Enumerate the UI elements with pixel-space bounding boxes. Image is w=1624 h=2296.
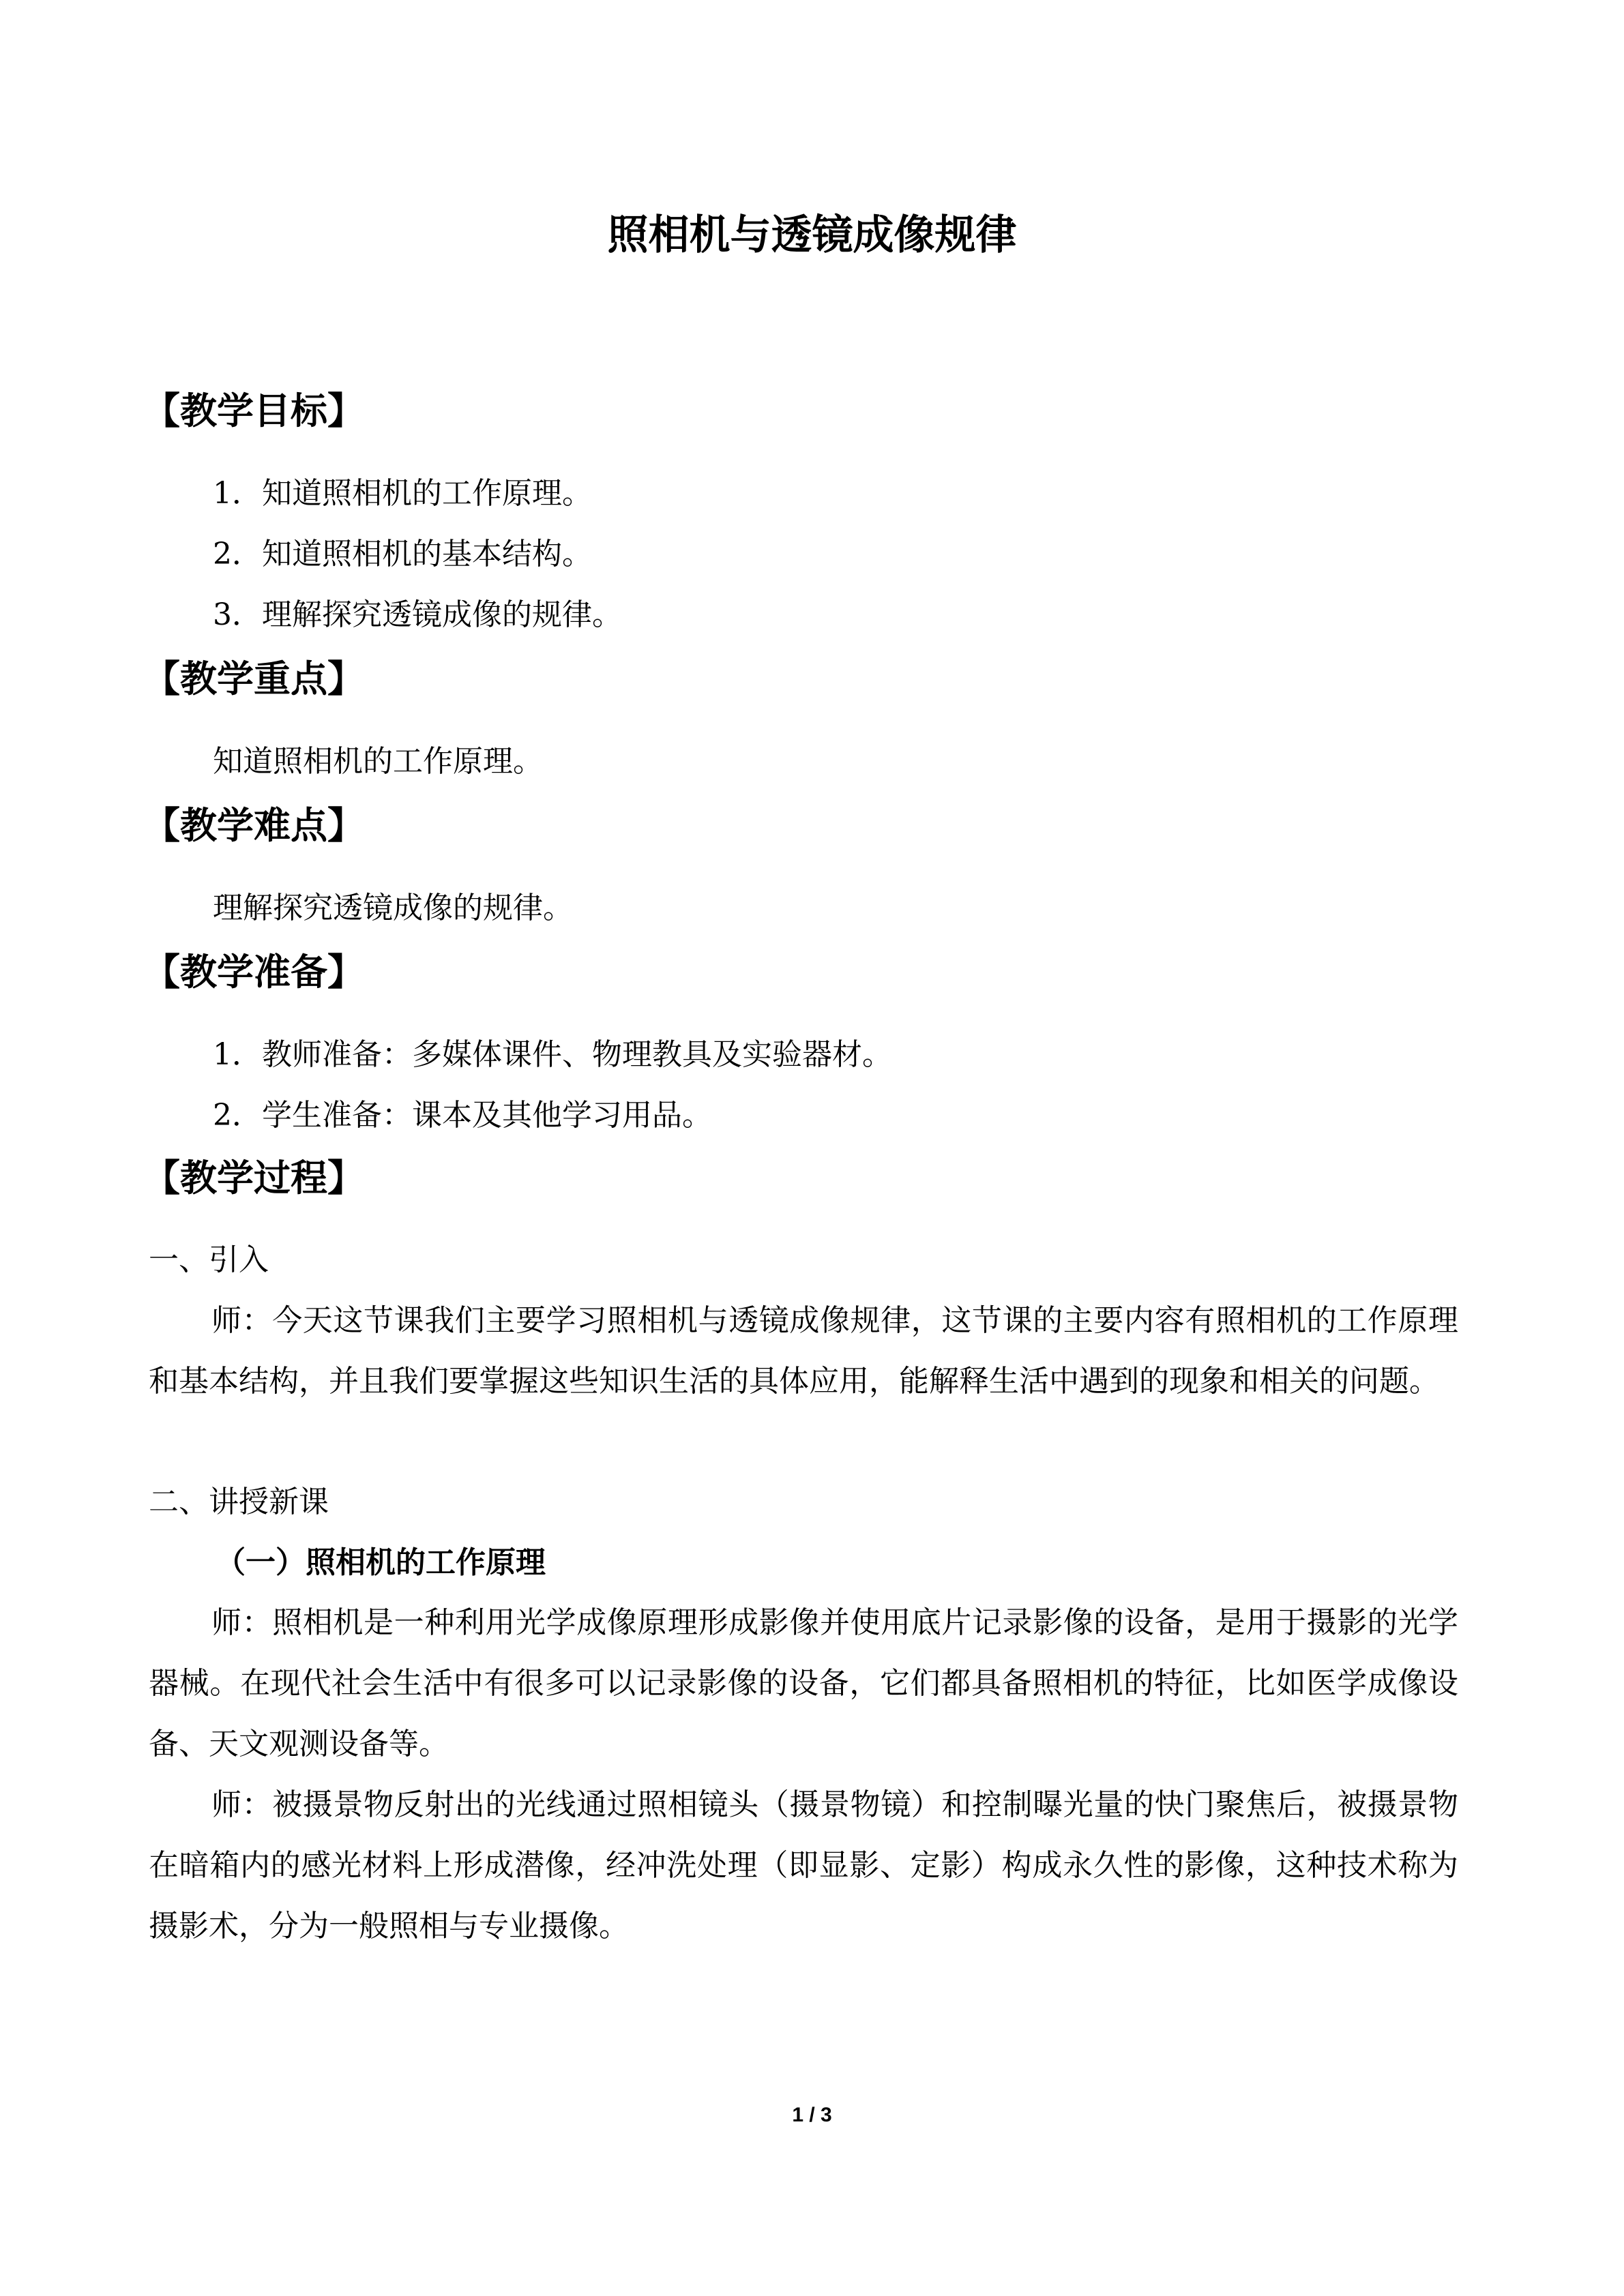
section-heading-process: 【教学过程】 <box>143 1157 364 1199</box>
objective-item: 3．理解探究透镜成像的规律。 <box>213 597 622 632</box>
camera-principle-paragraph: 师：照相机是一种利用光学成像原理形成影像并使用底片记录影像的设备，是用于摄影的光学器械。在现代社会生活中有很多可以记录影像的设备，它们都具备照相机的特征，比如医学成像设备、天文观测设备等。 <box>149 1605 1458 1761</box>
preparation-item: 2．学生准备：课本及其他学习用品。 <box>213 1098 712 1133</box>
difficulties-text: 理解探究透镜成像的规律。 <box>213 891 573 925</box>
part-heading-new-lesson: 二、讲授新课 <box>149 1485 329 1519</box>
intro-paragraph: 师：今天这节课我们主要学习照相机与透镜成像规律，这节课的主要内容有照相机的工作原理和基本结构，并且我们要掌握这些知识生活的具体应用，能解释生活中遇到的现象和相关的问题。 <box>149 1303 1458 1399</box>
key-points-text: 知道照相机的工作原理。 <box>213 744 543 779</box>
camera-principle-paragraph: 师：被摄景物反射出的光线通过照相镜头（摄景物镜）和控制曝光量的快门聚焦后，被摄景物在暗箱内的感光材料上形成潜像，经冲洗处理（即显影、定影）构成永久性的影像，这种技术称为摄影术，分为一般照相与专业摄像。 <box>149 1787 1458 1943</box>
section-heading-objectives: 【教学目标】 <box>143 389 364 432</box>
objective-item: 2．知道照相机的基本结构。 <box>213 537 592 571</box>
section-heading-preparation: 【教学准备】 <box>143 951 364 994</box>
section-heading-difficulties: 【教学难点】 <box>143 804 364 847</box>
page-title: 照相机与透镜成像规律 <box>607 211 1017 259</box>
objective-item: 1．知道照相机的工作原理。 <box>213 476 592 511</box>
preparation-item: 1．教师准备：多媒体课件、物理教具及实验器材。 <box>213 1037 892 1072</box>
subsection-heading-camera-principle: （一）照相机的工作原理 <box>216 1545 546 1580</box>
part-heading-intro: 一、引入 <box>149 1242 269 1277</box>
page-number: 1 / 3 <box>792 2104 832 2126</box>
section-heading-key-points: 【教学重点】 <box>143 657 364 700</box>
